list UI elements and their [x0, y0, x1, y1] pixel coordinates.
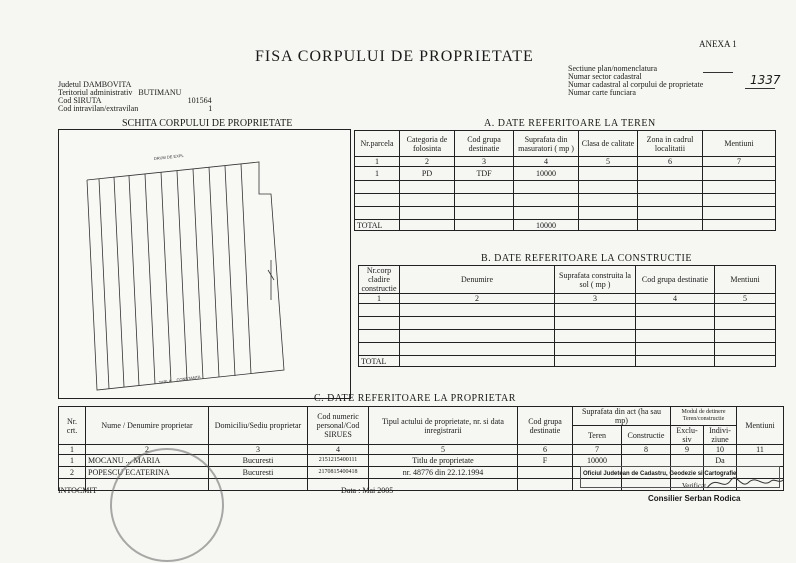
owner-name: POPESCU ECATERINA	[86, 467, 209, 479]
intravilan-label: Cod intravilan/extravilan 1	[58, 104, 213, 113]
siruta-label: Cod SIRUTA 101564	[58, 96, 212, 105]
underline-cadastral	[745, 88, 775, 89]
property-sketch	[58, 129, 351, 399]
table-cell	[638, 167, 703, 181]
date-label: Data : Mai 2005	[341, 486, 394, 495]
col-mentions: Mentiuni	[737, 407, 784, 445]
row-nr: 1	[59, 455, 86, 467]
num: 2	[86, 445, 209, 455]
col-exclusive: Exclu- siv	[671, 426, 704, 445]
num: 8	[622, 445, 671, 455]
sketch-road-bottom: TARLA ... CONSTANTA	[158, 374, 201, 385]
col-domicile: Domiciliu/Sediu proprietar	[209, 407, 308, 445]
land-table	[354, 130, 776, 231]
table-cell: 1	[355, 167, 400, 181]
num: 6	[518, 445, 573, 455]
col-mentions: Mentiuni	[703, 131, 776, 157]
sketch-title: SCHITA CORPULUI DE PROPRIETATE	[122, 118, 293, 129]
right-line-2: Numar sector cadastral	[568, 72, 642, 81]
num: 2	[400, 157, 455, 167]
num: 2	[400, 294, 555, 304]
num: 5	[369, 445, 518, 455]
right-line-1: Sectiune plan/nomenclatura	[568, 64, 658, 73]
col-owner: Nume / Denumire proprietar	[86, 407, 209, 445]
right-line-3: Numar cadastral al corpului de proprietate	[568, 80, 704, 89]
col-cnp: Cod numeric personal/Cod SIRUES	[308, 407, 369, 445]
col-group: Cod grupa destinatie	[455, 131, 514, 157]
office-stamp: Oficiul Judetean de Cadastru, Geodezie si Cartografie	[583, 471, 737, 477]
col-class: Clasa de calitate	[579, 131, 638, 157]
num: 10	[704, 445, 737, 455]
owner-domicile: Bucuresti	[209, 467, 308, 479]
verified-label: Verificat	[682, 482, 707, 490]
page-title: FISA CORPULUI DE PROPRIETATE	[255, 48, 534, 65]
signature-image	[705, 472, 785, 494]
prepared-by: INTOCMIT	[58, 486, 97, 495]
num: 1	[359, 294, 400, 304]
owner-name: MOCANU ... MARIA	[86, 455, 209, 467]
num: 11	[737, 445, 784, 455]
col-group: Cod grupa destinatie	[518, 407, 573, 445]
table-cell: 10000	[514, 167, 579, 181]
num: 4	[514, 157, 579, 167]
table-cell: PD	[400, 167, 455, 181]
right-line-4: Numar carte funciara	[568, 88, 636, 97]
num: 1	[59, 445, 86, 455]
num: 5	[715, 294, 776, 304]
cadastral-number: 1337	[750, 73, 781, 87]
table-cell: TDF	[455, 167, 514, 181]
total-value: 10000	[514, 220, 579, 231]
section-a-title: A. DATE REFERITOARE LA TEREN	[484, 118, 656, 129]
table-cell	[703, 167, 776, 181]
round-stamp-image	[110, 448, 224, 562]
col-area: Suprafata din masuratori ( mp )	[514, 131, 579, 157]
consilier-name: Consilier Serban Rodica	[648, 494, 741, 503]
num: 6	[638, 157, 703, 167]
col-holding-mode: Modul de detinere Teren/constructie	[671, 407, 737, 426]
section-b-title: B. DATE REFERITOARE LA CONSTRUCTIE	[481, 253, 692, 264]
owner-cnp: 2170815400418	[308, 467, 369, 479]
col-teren: Teren	[573, 426, 622, 445]
num: 7	[703, 157, 776, 167]
county-label: Judetul DAMBOVITA	[58, 80, 132, 89]
num: 1	[355, 157, 400, 167]
sketch-road-top: DRUM DE EXPL	[153, 152, 184, 161]
col-zone: Zona in cadrul localitatii	[638, 131, 703, 157]
table-cell	[579, 167, 638, 181]
territory-label: Teritoriul administrativ BUTIMANU	[58, 88, 182, 97]
num: 9	[671, 445, 704, 455]
annex-label: ANEXA 1	[699, 39, 737, 49]
col-undivided: Indivi- ziune	[704, 426, 737, 445]
col-nr: Nr. crt.	[59, 407, 86, 445]
owner-cnp: 2151215400111	[308, 455, 369, 467]
num: 3	[455, 157, 514, 167]
num: 5	[579, 157, 638, 167]
col-name: Denumire	[400, 266, 555, 294]
col-constr: Constructie	[622, 426, 671, 445]
total-label: TOTAL	[359, 356, 400, 367]
num: 4	[308, 445, 369, 455]
total-label: TOTAL	[355, 220, 400, 231]
section-c-title: C. DATE REFERITOARE LA PROPRIETAR	[314, 393, 516, 404]
col-category: Categoria de folosinta	[400, 131, 455, 157]
row-nr: 2	[59, 467, 86, 479]
num: 4	[636, 294, 715, 304]
owner-teren: 10000	[573, 455, 622, 467]
col-mentions: Mentiuni	[715, 266, 776, 294]
owner-act: nr. 48776 din 22.12.1994	[369, 467, 518, 479]
owner-group: F	[518, 455, 573, 467]
num: 3	[555, 294, 636, 304]
col-building-nr: Nr.corp cladire constructie	[359, 266, 400, 294]
num: 3	[209, 445, 308, 455]
col-built-area: Suprafata construita la sol ( mp )	[555, 266, 636, 294]
col-parcel: Nr.parcela	[355, 131, 400, 157]
owner-act: Titlu de proprietate	[369, 455, 518, 467]
col-act-area: Suprafata din act (ha sau mp)	[573, 407, 671, 426]
num: 7	[573, 445, 622, 455]
col-act: Tipul actului de proprietate, nr. si data inregistrarii	[369, 407, 518, 445]
building-table	[358, 265, 776, 367]
col-group: Cod grupa destinatie	[636, 266, 715, 294]
owner-undivided: Da	[704, 455, 737, 467]
owner-domicile: Bucuresti	[209, 455, 308, 467]
underline-sector	[703, 72, 733, 73]
